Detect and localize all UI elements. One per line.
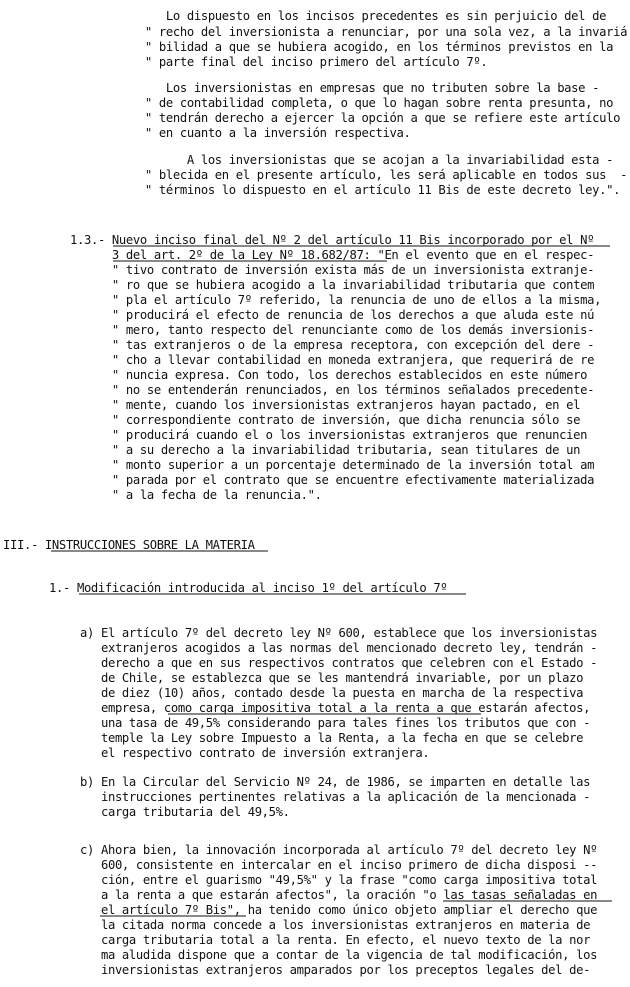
text-line: " no se entenderán renunciados, en los términos señalados precedente- — [70, 383, 595, 397]
text-line: A los inversionistas que se acojan a la invariabilidad esta - — [103, 153, 614, 167]
text-line: " correspondiente contrato de inversión, que dicha renuncia sólo se — [70, 413, 581, 427]
text-line: inversionistas extranjeros amparados por los preceptos legales del de- — [80, 963, 591, 977]
text-line: derecho a que en sus respectivos contratos que celebren con el Estado - — [80, 656, 598, 670]
paragraph-a-line: a) El artículo 7º del decreto ley Nº 600, establece que los inversionistas — [80, 626, 598, 640]
text-line: la citada norma concede a los inversionistas extranjeros en materia de — [80, 918, 591, 932]
text-line: " cho a llevar contabilidad en moneda extranjera, que requerirá de re — [70, 353, 595, 367]
paragraph-c-line: c) Ahora bien, la innovación incorporada al artículo 7º del decreto ley Nº — [80, 843, 598, 857]
text-line: " mero, tanto respecto del renunciante como de los demás inversionis- — [70, 323, 595, 337]
text-line: " bilidad a que se hubiera acogido, en los términos previstos en la — [103, 40, 614, 54]
text-line: el artículo 7º Bis", ha tenido como único objeto ampliar el derecho que — [80, 903, 598, 917]
text-line: " producirá el efecto de renuncia de los derechos a que aluda este nú — [70, 308, 595, 322]
text-line: " recho del inversionista a renunciar, por una sola vez, a la invariá — [103, 25, 628, 39]
section-1-3-heading: 1.3.- Nuevo inciso final del Nº 2 del artículo 11 Bis incorporado por el Nº — [70, 233, 595, 247]
text-line: 600, consistente en intercalar en el inciso primero de dicha disposi -- — [80, 858, 598, 872]
text-line: " tendrán derecho a ejercer la opción a que se refiere este artículo — [103, 111, 621, 125]
text-line: " de contabilidad completa, o que lo hagan sobre renta presunta, no — [103, 96, 614, 110]
text-line: ma aludida dispone que a contar de la vigencia de tal modificación, los — [80, 948, 598, 962]
text-line: " nuncia expresa. Con todo, los derechos establecidos en este número — [70, 368, 588, 382]
text-line: " términos lo dispuesto en el artículo 11 Bis de este decreto ley.". — [103, 183, 621, 197]
text-line: " a la fecha de la renuncia.". — [70, 488, 322, 502]
text-line: una tasa de 49,5% considerando para tales fines los tributos que con - — [80, 716, 591, 730]
section-1-heading: 1.- Modificación introducida al inciso 1º del artículo 7º — [49, 581, 448, 595]
text-line: " parada por el contrato que se encuentre efectivamente materializada — [70, 473, 595, 487]
text-line: " tas extranjeros o de la empresa receptora, con excepción del dere - — [70, 338, 595, 352]
text-line: de Chile, se establezca que se les mantendrá invariable, por un plazo — [80, 671, 584, 685]
text-line: " producirá cuando el o los inversionistas extranjeros que renuncien — [70, 428, 588, 442]
paragraph-b-line: b) En la Circular del Servicio Nº 24, de 1986, se imparten en detalle las — [80, 775, 591, 789]
text-line: " en cuanto a la inversión respectiva. — [103, 126, 411, 140]
text-line: empresa, como carga impositiva total a la renta a que estarán afectos, — [80, 701, 591, 715]
text-line: Los inversionistas en empresas que no tributen sobre la base - — [103, 81, 600, 95]
text-line: instrucciones pertinentes relativas a la aplicación de la mencionada - — [80, 790, 591, 804]
text-line: " blecida en el presente artículo, les será aplicable en todos sus - — [103, 168, 628, 182]
text-line: 3 del art. 2º de la Ley Nº 18.682/87: "En el evento que en el respec- — [70, 248, 595, 262]
text-line: de diez (10) años, contado desde la puesta en marcha de la respectiva — [80, 686, 584, 700]
text-line: ción, entre el guarismo "49,5%" y la frase "como carga impositiva total — [80, 873, 598, 887]
text-line: a la renta a que estarán afectos", la oración "o las tasas señaladas en — [80, 888, 598, 902]
text-line: carga tributaria total a la renta. En efecto, el nuevo texto de la nor — [80, 933, 591, 947]
text-line: " tivo contrato de inversión exista más de un inversionista extranje- — [70, 263, 595, 277]
text-line: Lo dispuesto en los incisos precedentes es sin perjuicio del de — [103, 9, 607, 23]
text-line: extranjeros acogidos a las normas del mencionado decreto ley, tendrán - — [80, 641, 598, 655]
section-iii-heading: III.- INSTRUCCIONES SOBRE LA MATERIA — [3, 538, 255, 552]
text-line: temple la Ley sobre Impuesto a la Renta, a la fecha en que se celebre — [80, 731, 584, 745]
text-line: carga tributaria del 49,5%. — [80, 805, 290, 819]
text-line: " pla el artículo 7º referido, la renuncia de uno de ellos a la misma, — [70, 293, 602, 307]
text-line: " mente, cuando los inversionistas extranjeros hayan pactado, en el — [70, 398, 581, 412]
text-line: el respectivo contrato de inversión extranjera. — [80, 746, 430, 760]
text-line: " ro que se hubiera acogido a la invariabilidad tributaria que contem — [70, 278, 595, 292]
text-line: " parte final del inciso primero del artículo 7º. — [103, 55, 488, 69]
text-line: " monto superior a un porcentaje determinado de la inversión total am — [70, 458, 595, 472]
text-line: " a su derecho a la invariabilidad tributaria, sean titulares de un — [70, 443, 581, 457]
